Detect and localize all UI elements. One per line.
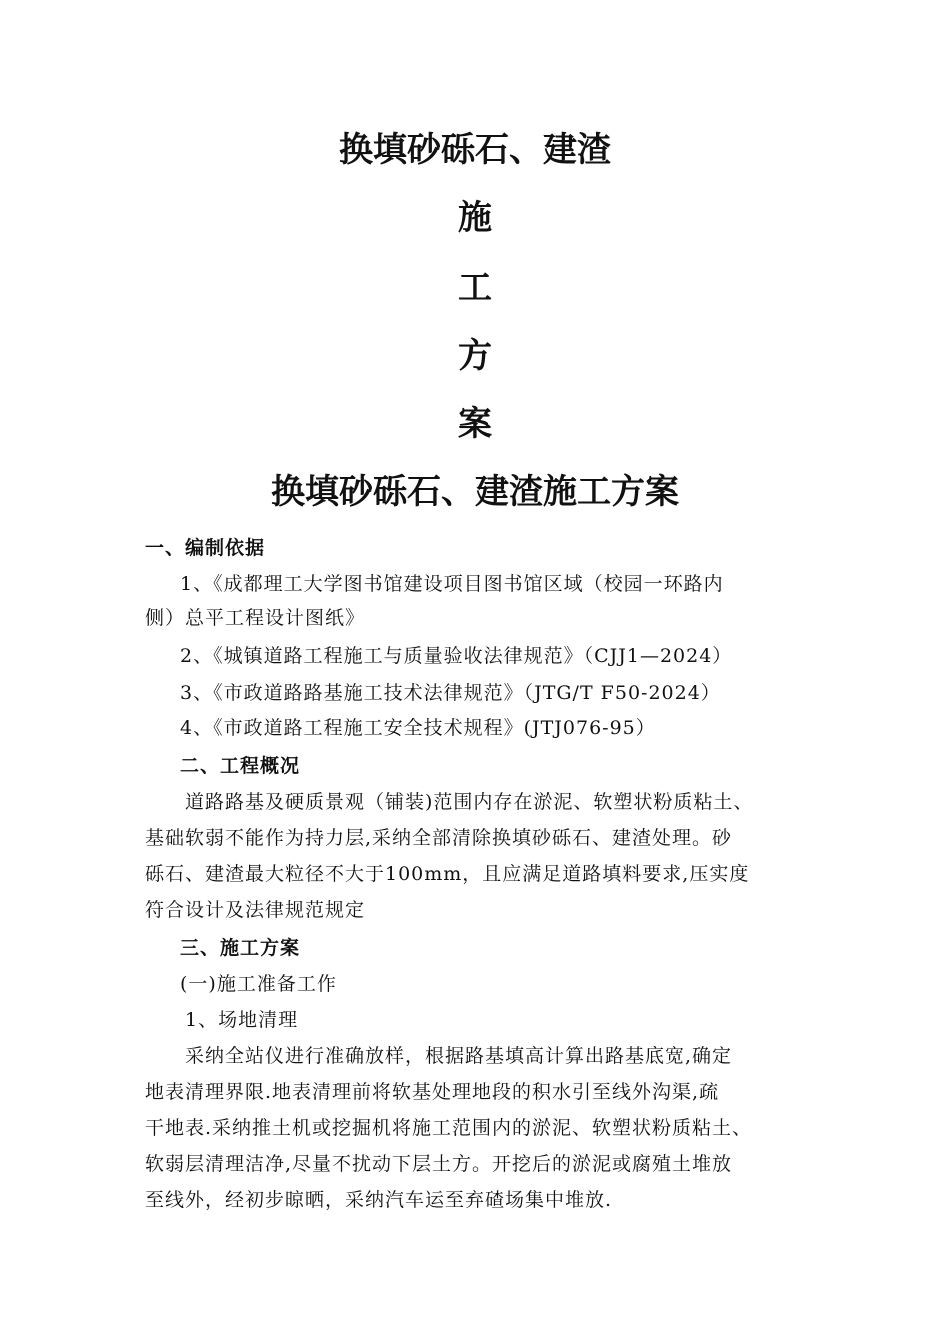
basis-item-2: 2、《城镇道路工程施工与质量验收法律规范》（CJJ1—2024） — [180, 645, 733, 667]
clearing-line-2: 地表清理界限.地表清理前将软基处理地段的积水引至线外沟渠,疏 — [145, 1081, 720, 1103]
basis-item-4: 4、《市政道路工程施工安全技术规程》(JTJ076-95） — [180, 717, 656, 739]
cover-char-shi: 施 — [458, 198, 492, 238]
document-title: 换填砂砾石、建渣施工方案 — [271, 472, 679, 512]
cover-title: 换填砂砾石、建渣 — [339, 130, 611, 170]
cover-char-gong: 工 — [458, 268, 492, 308]
basis-item-1-line-1: 1、《成都理工大学图书馆建设项目图书馆区域（校园一环路内 — [180, 573, 724, 595]
cover-char-an: 案 — [458, 404, 492, 444]
clearing-line-3: 干地表.采纳推土机或挖掘机将施工范围内的淤泥、软塑状粉质粘土、 — [145, 1117, 753, 1139]
overview-line-3: 砾石、建渣最大粒径不大于100mm，且应满足道路填料要求,压实度 — [145, 863, 750, 885]
clearing-line-4: 软弱层清理洁净,尽量不扰动下层土方。开挖后的淤泥或腐殖土堆放 — [145, 1153, 733, 1175]
cover-char-fang: 方 — [458, 336, 492, 376]
basis-item-1-line-2: 侧）总平工程设计图纸》 — [145, 607, 366, 629]
section3-heading: 三、施工方案 — [180, 937, 301, 959]
subsection-prep-work: (一)施工准备工作 — [180, 973, 337, 995]
clearing-line-1: 采纳全站仪进行准确放样，根据路基填高计算出路基底宽,确定 — [185, 1045, 733, 1067]
overview-line-4: 符合设计及法律规范规定 — [145, 899, 366, 921]
overview-line-2: 基础软弱不能作为持力层,采纳全部清除换填砂砾石、建渣处理。砂 — [145, 827, 733, 849]
section1-heading: 一、编制依据 — [145, 537, 266, 559]
section2-heading: 二、工程概况 — [180, 755, 301, 777]
overview-line-1: 道路路基及硬质景观（铺装)范围内存在淤泥、软塑状粉质粘土、 — [185, 791, 754, 813]
clearing-line-5: 至线外，经初步晾晒，采纳汽车运至弃碴场集中堆放. — [145, 1189, 613, 1211]
basis-item-3: 3、《市政道路路基施工技术法律规范》（JTG/T F50-2024） — [180, 682, 721, 704]
site-clearing-heading: 1、场地清理 — [185, 1009, 299, 1031]
